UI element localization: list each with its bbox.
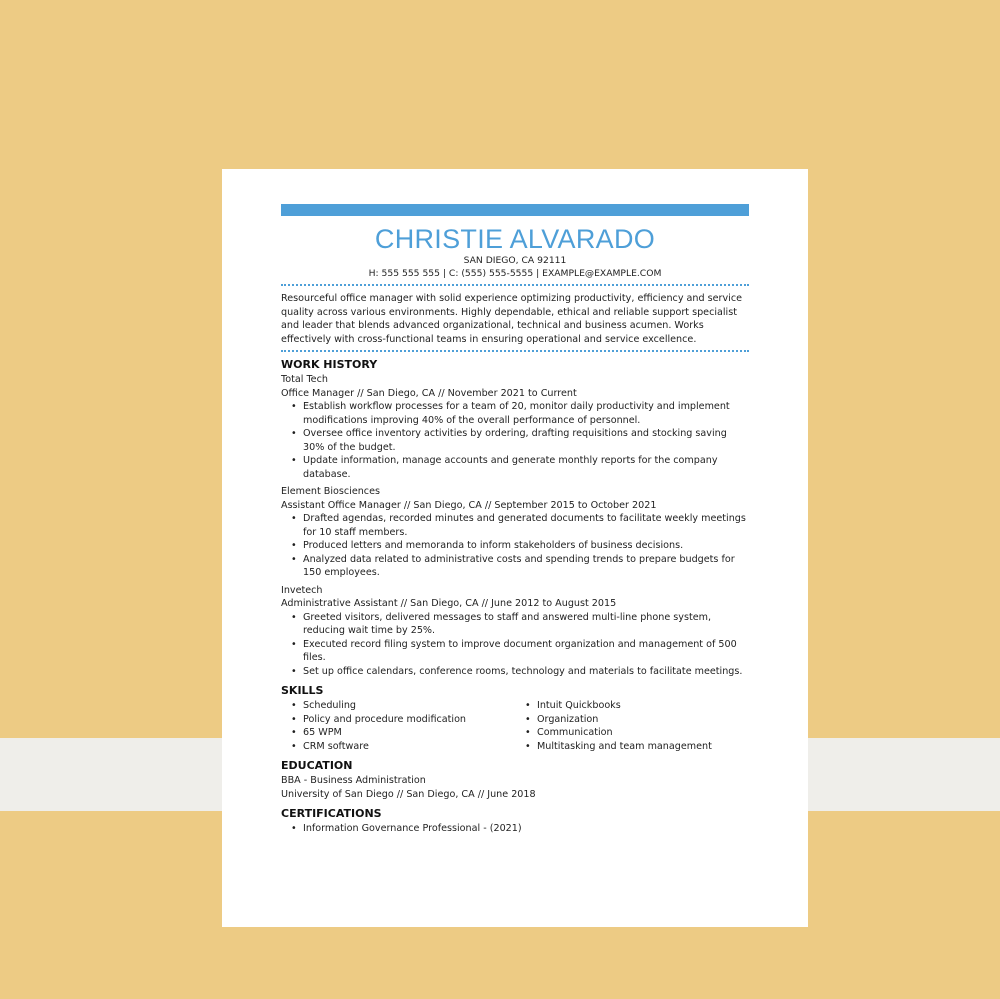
job-entry <box>281 584 749 679</box>
job-bullet: • Greeted visitors, delivered messages to staff and answered multi-line phone system, reducing wait time by 25%. <box>281 611 749 638</box>
skill-item: • Organization <box>515 713 749 727</box>
skill-item: • Communication <box>515 726 749 740</box>
job-role: Office Manager // San Diego, CA // November 2021 to Current <box>281 387 577 399</box>
skill-item: • Multitasking and team management <box>515 740 749 754</box>
skill-item: • Intuit Quickbooks <box>515 699 749 713</box>
job-entry <box>281 485 749 580</box>
job-bullets <box>281 512 749 580</box>
skills-list <box>281 699 749 753</box>
certifications-heading: CERTIFICATIONS <box>281 807 382 821</box>
job-company: Invetech <box>281 584 323 596</box>
skills-heading: SKILLS <box>281 684 324 698</box>
job-role: Administrative Assistant // San Diego, CA // June 2012 to August 2015 <box>281 598 617 610</box>
job-entry <box>281 373 749 481</box>
job-bullets <box>281 611 749 679</box>
job-bullet: • Drafted agendas, recorded minutes and generated documents to facilitate weekly meetings for 10 staff members. <box>281 512 749 539</box>
candidate-name: CHRISTIE ALVARADO <box>374 224 656 254</box>
location: SAN DIEGO, CA 92111 <box>463 255 567 266</box>
resume-content <box>281 204 749 836</box>
education-school: University of San Diego // San Diego, CA // June 2018 <box>281 788 536 800</box>
skill-item: • Policy and procedure modification <box>281 713 515 727</box>
skill-item: • 65 WPM <box>281 726 515 740</box>
resume-page <box>222 169 808 927</box>
divider-dotted <box>281 350 749 352</box>
job-bullets <box>281 400 749 481</box>
job-role: Assistant Office Manager // San Diego, CA // September 2015 to October 2021 <box>281 499 657 511</box>
certifications-list <box>281 822 749 836</box>
job-bullet: • Set up office calendars, conference rooms, technology and materials to facilitate meetings. <box>281 665 749 679</box>
education-degree: BBA - Business Administration <box>281 775 426 787</box>
skill-item: • Scheduling <box>281 699 515 713</box>
divider-dotted <box>281 284 749 286</box>
job-company: Total Tech <box>281 374 328 386</box>
job-bullet: • Analyzed data related to administrative costs and spending trends to prepare budgets for 150 employees. <box>281 553 749 580</box>
professional-summary: Resourceful office manager with solid experience optimizing productivity, efficiency and service quality across various environments. Highly dependable, ethical and reliable support specialist and leader that blends advanced organizational, technical and business acumen. Works effectively with cross-functional teams in ensuring operational and service excellence. <box>281 293 743 345</box>
job-company: Element Biosciences <box>281 486 380 498</box>
job-bullet: • Oversee office inventory activities by ordering, drafting requisitions and stocking saving 30% of the budget. <box>281 427 749 454</box>
job-bullet: • Update information, manage accounts and generate monthly reports for the company database. <box>281 454 749 481</box>
education-heading: EDUCATION <box>281 759 353 773</box>
job-bullet: • Executed record filing system to improve document organization and management of 500 files. <box>281 638 749 665</box>
skills-column-left <box>281 699 515 753</box>
work-history-heading: WORK HISTORY <box>281 358 378 372</box>
job-bullet: • Produced letters and memoranda to inform stakeholders of business decisions. <box>281 539 749 553</box>
skills-column-right <box>515 699 749 753</box>
certification-item: • Information Governance Professional - (2021) <box>281 822 749 836</box>
skill-item: • CRM software <box>281 740 515 754</box>
contact-info: H: 555 555 555 | C: (555) 555-5555 | EXAMPLE@EXAMPLE.COM <box>368 268 662 279</box>
header-accent-bar <box>281 204 749 216</box>
job-bullet: • Establish workflow processes for a team of 20, monitor daily productivity and implement modifications improving 40% of the overall performance of personnel. <box>281 400 749 427</box>
